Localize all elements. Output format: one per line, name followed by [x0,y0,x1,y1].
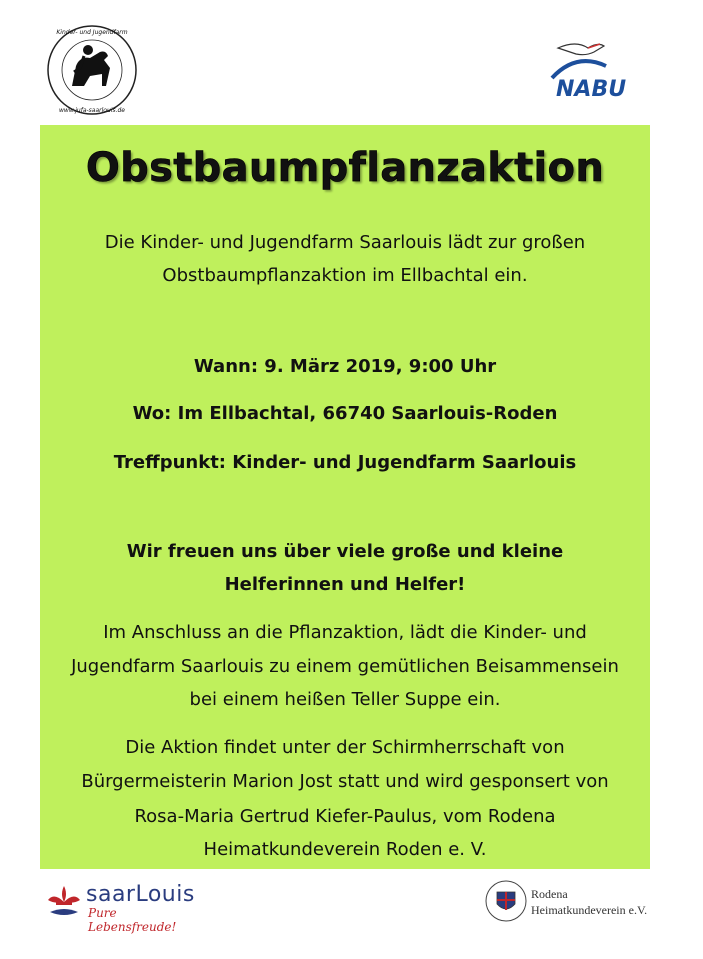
patron-line-3: Rosa-Maria Gertrud Kiefer-Paulus, vom Rodena [134,806,556,827]
nabu-stork-icon [546,38,642,100]
saarlouis-logo [44,880,204,934]
event-meeting-point: Treffpunkt: Kinder- und Jugendfarm Saarlouis [113,452,577,473]
patron-line-4: Heimatkundeverein Roden e. V. [203,839,487,860]
farm-logo [44,22,140,118]
after-line-2: Jugendfarm Saarlouis zu einem gemütlichen Beisammensein [71,656,619,677]
svg-text:Kinder- und Jugendfarm: Kinder- und Jugendfarm [56,29,128,36]
rodena-logo [485,878,665,928]
after-line-3: bei einem heißen Teller Suppe ein. [189,689,501,710]
saarlouis-slogan: Pure Lebensfreude! [88,906,177,934]
saarlouis-wordmark: saarLouis [86,882,195,907]
patron-line-1: Die Aktion findet unter der Schirmherrschaft von [125,737,565,758]
poster-title: Obstbaumpflanzaktion [85,145,605,191]
welcome-line-2: Helferinnen und Helfer! [224,574,466,595]
rodena-line-2: Heimatkundeverein e.V. [531,903,648,917]
welcome-line-1: Wir freuen uns über viele große und kleine [126,541,564,562]
event-when: Wann: 9. März 2019, 9:00 Uhr [193,356,497,377]
nabu-logo [546,38,642,100]
event-poster [40,125,650,869]
svg-text:NABU: NABU [556,77,627,100]
rodena-line-1: Rodena [531,887,568,901]
rodena-crest-icon [485,880,527,922]
farm-logo-icon [44,22,140,118]
saarlouis-lily-icon [44,882,84,922]
after-line-1: Im Anschluss an die Pflanzaktion, lädt die Kinder- und [103,622,587,643]
rodena-name [531,886,647,918]
intro-line-2: Obstbaumpflanzaktion im Ellbachtal ein. [162,265,528,286]
intro-line-1: Die Kinder- und Jugendfarm Saarlouis lädt zur großen [104,232,586,253]
event-where: Wo: Im Ellbachtal, 66740 Saarlouis-Roden [132,403,558,424]
patron-line-2: Bürgermeisterin Marion Jost statt und wird gesponsert von [81,771,609,792]
svg-text:www.jufa-saarlouis.de: www.jufa-saarlouis.de [59,107,125,114]
